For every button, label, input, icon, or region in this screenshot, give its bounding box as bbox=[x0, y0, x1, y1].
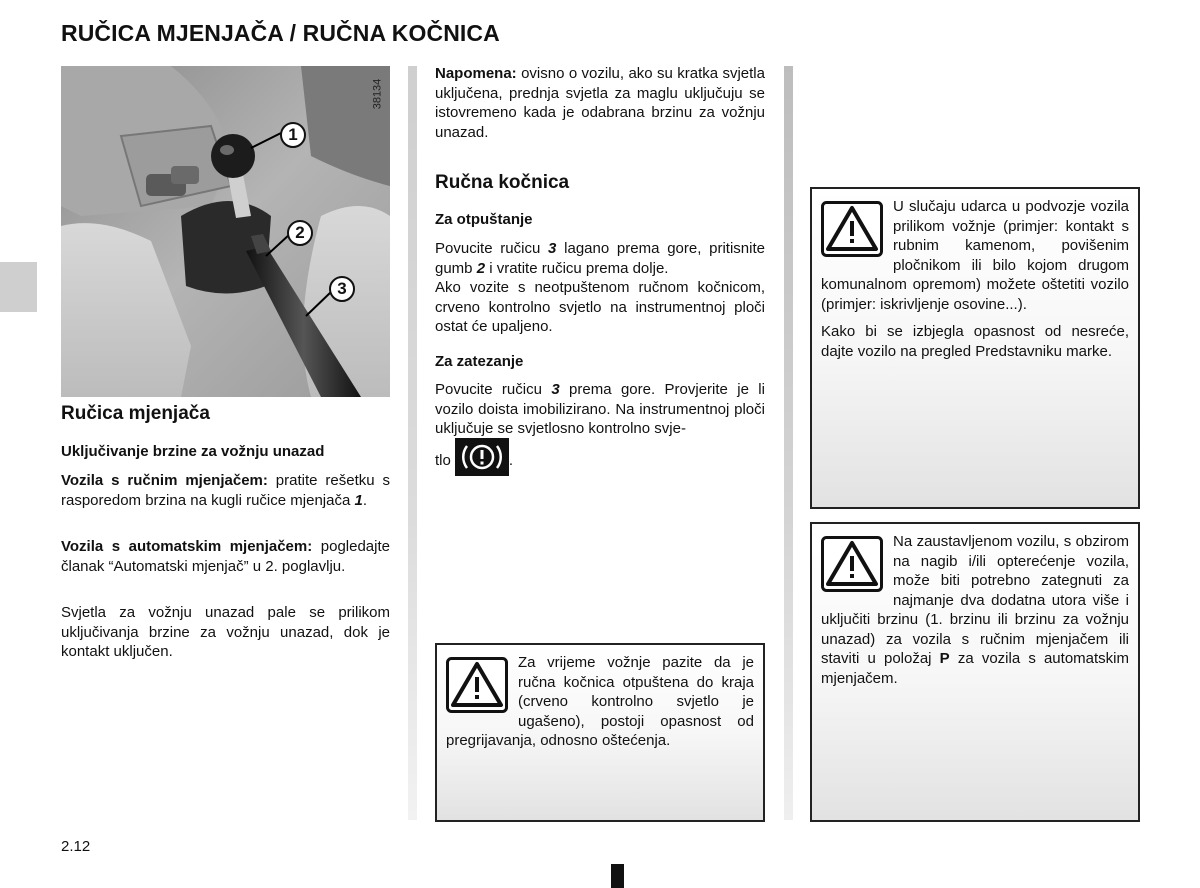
column-divider-left bbox=[408, 66, 417, 820]
warning-box-impact: U slučaju udarca u podvozje vozila prilikom vožnje (primjer: kontakt s rubnim kamenom, povišenim pločnikom ili bilo kojom drugom komunalnom opremom) možete oštetiti vozilo (primjer: iskrivljenje osovine...). Kako bi se izbjegla opasnost od nesreće, dajte vozilo na pregled Predstavniku marke. bbox=[810, 187, 1140, 509]
page-number: 2.12 bbox=[61, 838, 91, 855]
apply-heading: Za zatezanje bbox=[435, 353, 524, 370]
callout-3: 3 bbox=[329, 276, 355, 302]
callout-2: 2 bbox=[287, 220, 313, 246]
apply-paragraph-tail: tlo . bbox=[435, 442, 765, 480]
release-paragraph-1: Povucite ručicu 3 lagano prema gore, pritisnite gumb 2 i vratite ručicu prema dolje. bbox=[435, 240, 765, 277]
handbrake-heading: Ručna kočnica bbox=[435, 172, 570, 193]
gear-lever-handbrake-photo bbox=[61, 66, 390, 397]
warning-triangle-icon bbox=[446, 657, 508, 713]
apply-paragraph: Povucite ručicu 3 prema gore. Provjerite je li vozilo doista imobilizirano. Na instrumentnoj ploči uključuje se svjetlosno kontrolno svje- bbox=[435, 381, 765, 437]
manual-gearbox-paragraph: Vozila s ručnim mjenjačem: pratite rešetku s rasporedom brzina na kugli ručice mjenjača 1. bbox=[61, 472, 390, 509]
column-divider-right bbox=[784, 66, 793, 820]
parking-brake-warning-light-icon bbox=[455, 438, 509, 476]
page-edge-marker bbox=[611, 864, 624, 888]
gear-lever-heading: Ručica mjenjača bbox=[61, 403, 210, 424]
warning-box-parked: Na zaustavljenom vozilu, s obzirom na nagib i/ili opterećenje vozila, može biti potrebno zategnuti za najmanje dva dodatna utora više i uključiti brzinu (1. brzinu ili brzinu za vožnju unazad) za vozila s ručnim mjenjačem ili staviti u položaj P za vozila s automatskim mjenjačem. bbox=[810, 522, 1140, 822]
warning-triangle-icon bbox=[821, 201, 883, 257]
reverse-gear-heading: Uključivanje brzine za vožnju unazad bbox=[61, 443, 325, 460]
automatic-gearbox-paragraph: Vozila s automatskim mjenjačem: pogledajte članak “Automatski mjenjač” u 2. poglavlju. bbox=[61, 538, 390, 575]
figure-code: 38134 bbox=[371, 78, 383, 110]
release-paragraph-2: Ako vozite s neotpuštenom ručnom kočnicom, crveno kontrolno svjetlo na instrumentnoj ploči ostat će upaljeno. bbox=[435, 279, 765, 335]
reverse-lights-paragraph: Svjetla za vožnju unazad pale se prilikom uključivanja brzine za vožnju unazad, dok je kontakt uključen. bbox=[61, 604, 390, 660]
callout-1: 1 bbox=[280, 122, 306, 148]
release-heading: Za otpuštanje bbox=[435, 211, 533, 228]
warning-box-driving: Za vrijeme vožnje pazite da je ručna kočnica otpuštena do kraja (crveno kontrolno svjetlo je ugašeno), postoji opasnost od pregrijavanja, odnosno oštećenja. bbox=[435, 643, 765, 822]
warning-triangle-icon bbox=[821, 536, 883, 592]
note-paragraph: Napomena: ovisno o vozilu, ako su kratka svjetla uključena, prednja svjetla za maglu uključuju se istovremeno kada je odabrana brzinu za vožnju unazad. bbox=[435, 65, 765, 141]
page-title: RUČICA MJENJAČA / RUČNA KOČNICA bbox=[61, 20, 500, 46]
chapter-tab bbox=[0, 262, 37, 312]
